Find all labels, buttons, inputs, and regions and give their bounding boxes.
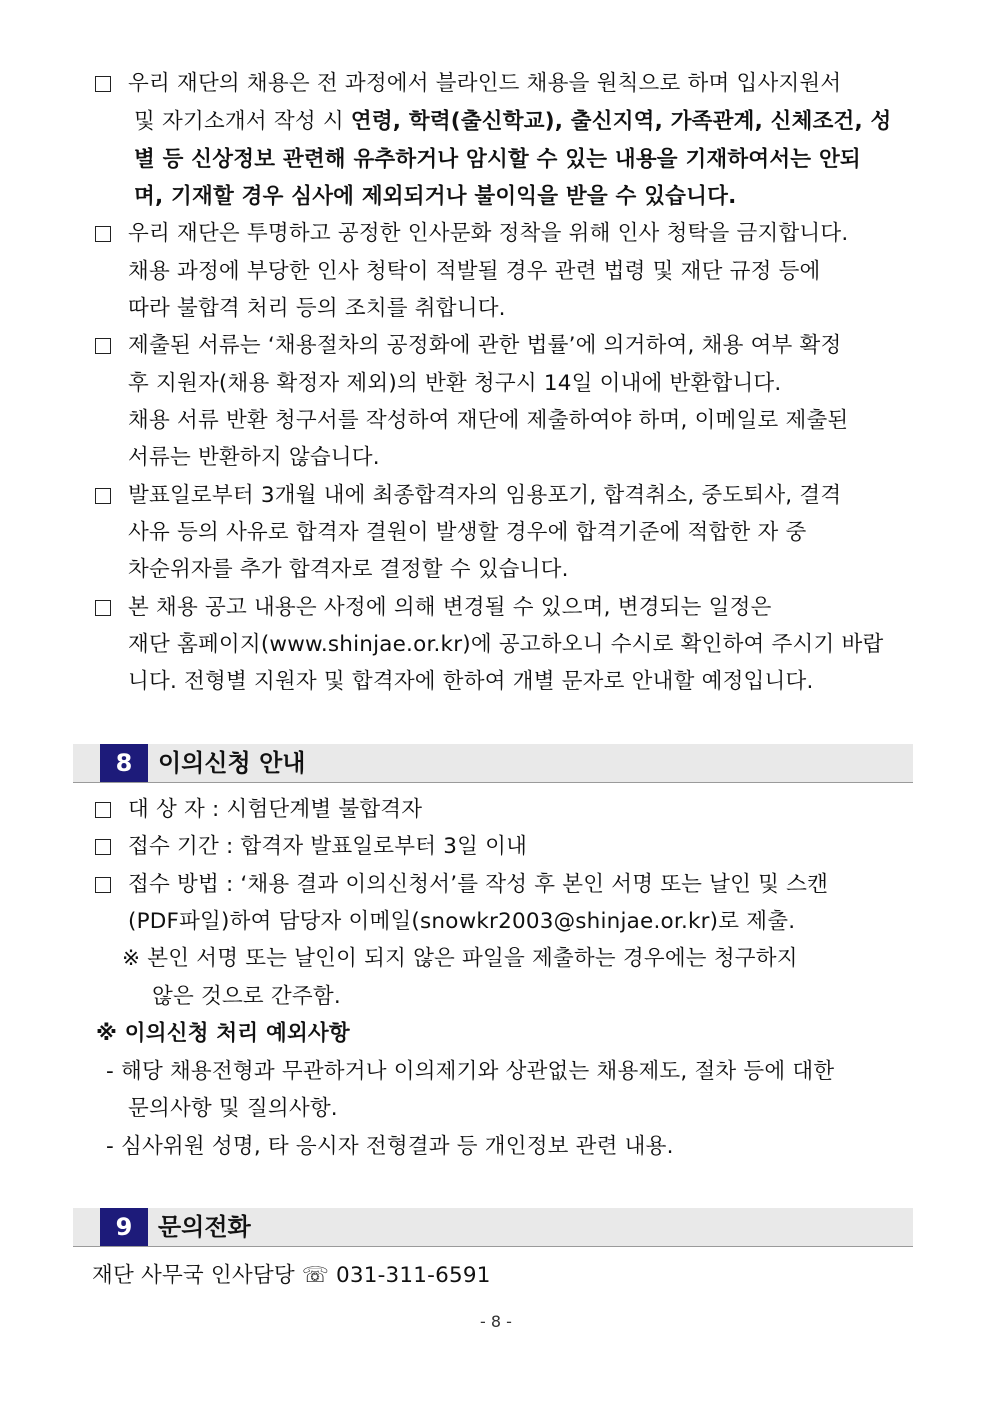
text-line: 사유 등의 사유로 합격자 결원이 발생할 경우에 합격기준에 적합한 자 중: [128, 520, 807, 545]
text-line: 며, 기재할 경우 심사에 제외되거나 불이익을 받을 수 있습니다.: [134, 184, 737, 209]
text-line: 재단 홈페이지(www.shinjae.or.kr)에 공고하오니 수시로 확인하여 주시기 바랍: [128, 632, 884, 657]
checkbox-icon: [95, 802, 111, 818]
text-line: 채용 과정에 부당한 인사 청탁이 적발될 경우 관련 법령 및 재단 규정 등에: [128, 259, 821, 284]
text-line: 발표일로부터 3개월 내에 최종합격자의 임용포기, 합격취소, 중도퇴사, 결격: [128, 483, 842, 508]
objection-period: 접수 기간 : 합격자 발표일로부터 3일 이내: [128, 834, 528, 859]
exception-item: - 해당 채용전형과 무관하거나 이의제기와 상관없는 채용제도, 절차 등에 대한: [106, 1059, 835, 1084]
section-number-badge: 8: [100, 744, 148, 782]
section-title: 이의신청 안내: [158, 749, 306, 777]
contact-phone: 재단 사무국 인사담당 ☏ 031-311-6591: [92, 1263, 491, 1288]
checkbox-icon: [95, 226, 111, 242]
text-line: 우리 재단은 투명하고 공정한 인사문화 정착을 위해 인사 청탁을 금지합니다.: [128, 221, 849, 246]
text-line: 후 지원자(채용 확정자 제외)의 반환 청구시 14일 이내에 반환합니다.: [128, 371, 782, 396]
text-line: 우리 재단의 채용은 전 과정에서 블라인드 채용을 원칙으로 하며 입사지원서: [128, 71, 842, 96]
text-line: 니다. 전형별 지원자 및 합격자에 한하여 개별 문자로 안내할 예정입니다.: [128, 669, 814, 694]
checkbox-icon: [95, 839, 111, 855]
objection-target: 대 상 자 : 시험단계별 불합격자: [128, 797, 423, 822]
text-line: 본 채용 공고 내용은 사정에 의해 변경될 수 있으며, 변경되는 일정은: [128, 595, 772, 620]
page-number: - 8 -: [480, 1312, 512, 1331]
text-line: 채용 서류 반환 청구서를 작성하여 재단에 제출하여야 하며, 이메일로 제출된: [128, 408, 849, 433]
objection-method-cont: (PDF파일)하여 담당자 이메일(snowkr2003@shinjae.or.kr)로 제출.: [128, 909, 796, 934]
section-title: 문의전화: [158, 1213, 251, 1241]
text-line: 차순위자를 추가 합격자로 결정할 수 있습니다.: [128, 557, 569, 582]
exceptions-title: ※ 이의신청 처리 예외사항: [96, 1021, 350, 1046]
text-line: 서류는 반환하지 않습니다.: [128, 445, 380, 470]
text-line: 별 등 신상정보 관련해 유추하거나 암시할 수 있는 내용을 기재하여서는 안되: [134, 147, 861, 172]
section-number-badge: 9: [100, 1208, 148, 1246]
checkbox-icon: [95, 338, 111, 354]
text-line: 제출된 서류는 ‘채용절차의 공정화에 관한 법률’에 의거하여, 채용 여부 확정: [128, 333, 842, 358]
exception-item-cont: 문의사항 및 질의사항.: [128, 1096, 338, 1121]
objection-note-cont: 않은 것으로 간주함.: [152, 984, 341, 1009]
checkbox-icon: [95, 488, 111, 504]
checkbox-icon: [95, 877, 111, 893]
text-line: 따라 불합격 처리 등의 조치를 취합니다.: [128, 296, 506, 321]
objection-note: ※ 본인 서명 또는 날인이 되지 않은 파일을 제출하는 경우에는 청구하지: [122, 946, 798, 971]
objection-method: 접수 방법 : ‘채용 결과 이의신청서’를 작성 후 본인 서명 또는 날인 및 스캔: [128, 872, 829, 897]
checkbox-icon: [95, 76, 111, 92]
text-line: 및 자기소개서 작성 시 연령, 학력(출신학교), 출신지역, 가족관계, 신체조건, 성: [134, 109, 892, 134]
checkbox-icon: [95, 600, 111, 616]
exception-item: - 심사위원 성명, 타 응시자 전형결과 등 개인정보 관련 내용.: [106, 1134, 674, 1159]
